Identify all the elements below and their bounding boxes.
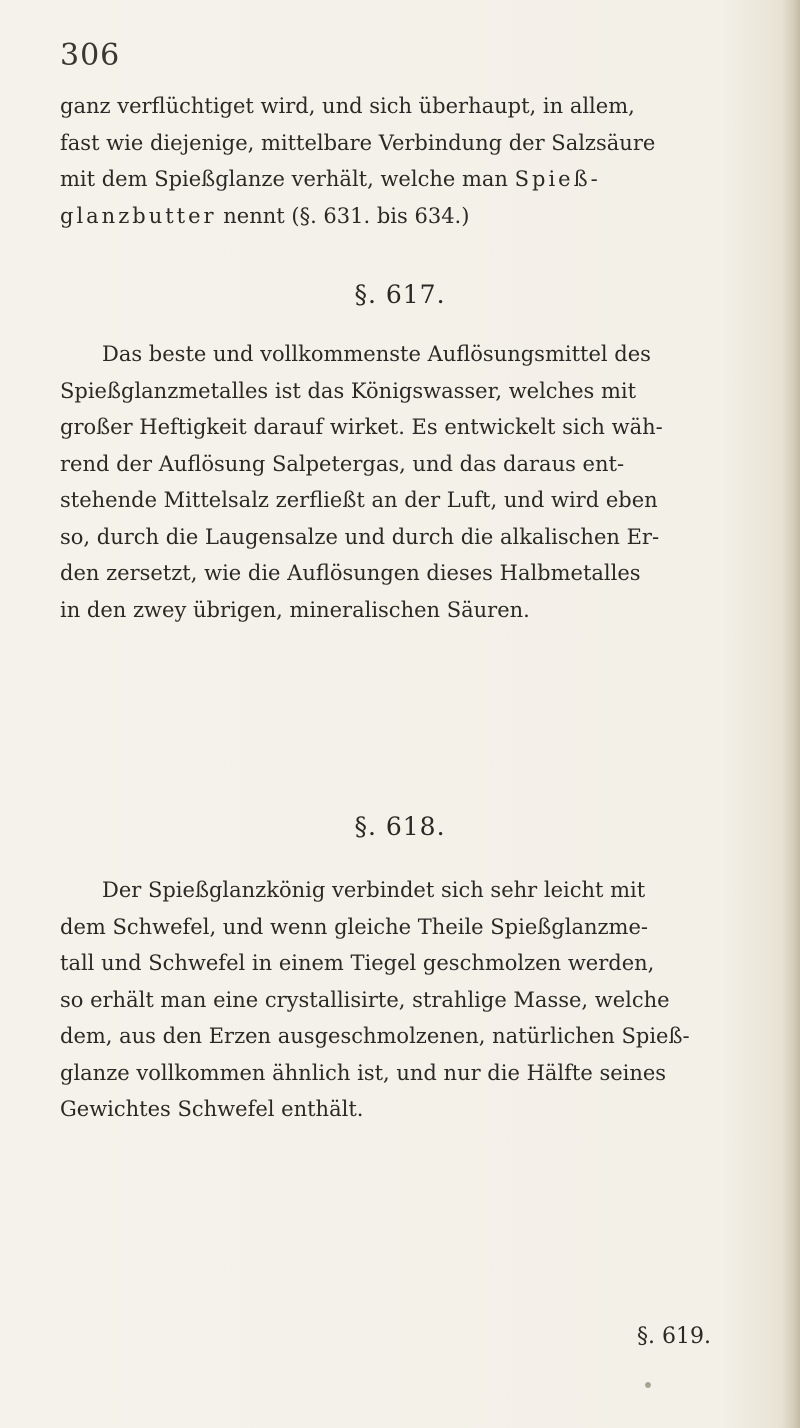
text-line: Der Spießglanzkönig verbindet sich sehr leicht mit [102,878,646,902]
text-line [60,198,750,235]
text-line: Gewichtes Schwefel enthält. [60,1097,364,1121]
text-line: dem, aus den Erzen ausgeschmolzenen, natürlichen Spieß- [60,1024,690,1048]
text-line: fast wie diejenige, mittelbare Verbindung der Salzsäure [60,130,656,155]
text-line: so erhält man eine crystallisirte, strahlige Masse, welche [60,987,670,1012]
text-line [60,161,750,198]
emphasized-term: Spieß- [514,167,601,191]
text-line: großer Heftigkeit darauf wirket. Es entwickelt sich wäh- [60,415,663,439]
paragraph-section-618 [60,872,750,1128]
text-fragment: mit dem Spießglanze verhält, welche man [60,167,515,191]
emphasized-term: glanzbutter [60,203,217,228]
catchword: §. 619. [637,1324,711,1349]
text-line: Das beste und vollkommenste Auflösungsmittel des [102,342,651,366]
text-line: glanze vollkommen ähnlich ist, und nur die Hälfte seines [60,1060,667,1085]
text-line: tall und Schwefel in einem Tiegel geschmolzen werden, [60,951,655,975]
section-heading: §. 618. [354,812,446,841]
section-heading: §. 617. [354,280,446,309]
text-line: rend der Auflösung Salpetergas, und das daraus ent- [60,451,625,476]
page-edge-shadow [782,0,800,1428]
text-line: den zersetzt, wie die Auflösungen dieses Halbmetalles [60,561,641,585]
text-line: so, durch die Laugensalze und durch die alkalischen Er- [60,524,660,549]
text-line: stehende Mittelsalz zerfließt an der Luft, und wird eben [60,488,658,512]
text-fragment: nennt (§. 631. bis 634.) [216,203,470,228]
ink-spot [645,1382,651,1388]
text-line: in den zwey übrigen, mineralischen Säuren. [60,597,530,622]
text-line: Spießglanzmetalles ist das Königswasser, welches mit [60,378,637,403]
text-line: dem Schwefel, und wenn gleiche Theile Spießglanzme- [60,914,648,939]
paragraph-intro [60,88,750,234]
paragraph-section-617 [60,336,750,628]
page-number: 306 [60,38,121,73]
text-line: ganz verflüchtiget wird, und sich überhaupt, in allem, [60,94,635,118]
